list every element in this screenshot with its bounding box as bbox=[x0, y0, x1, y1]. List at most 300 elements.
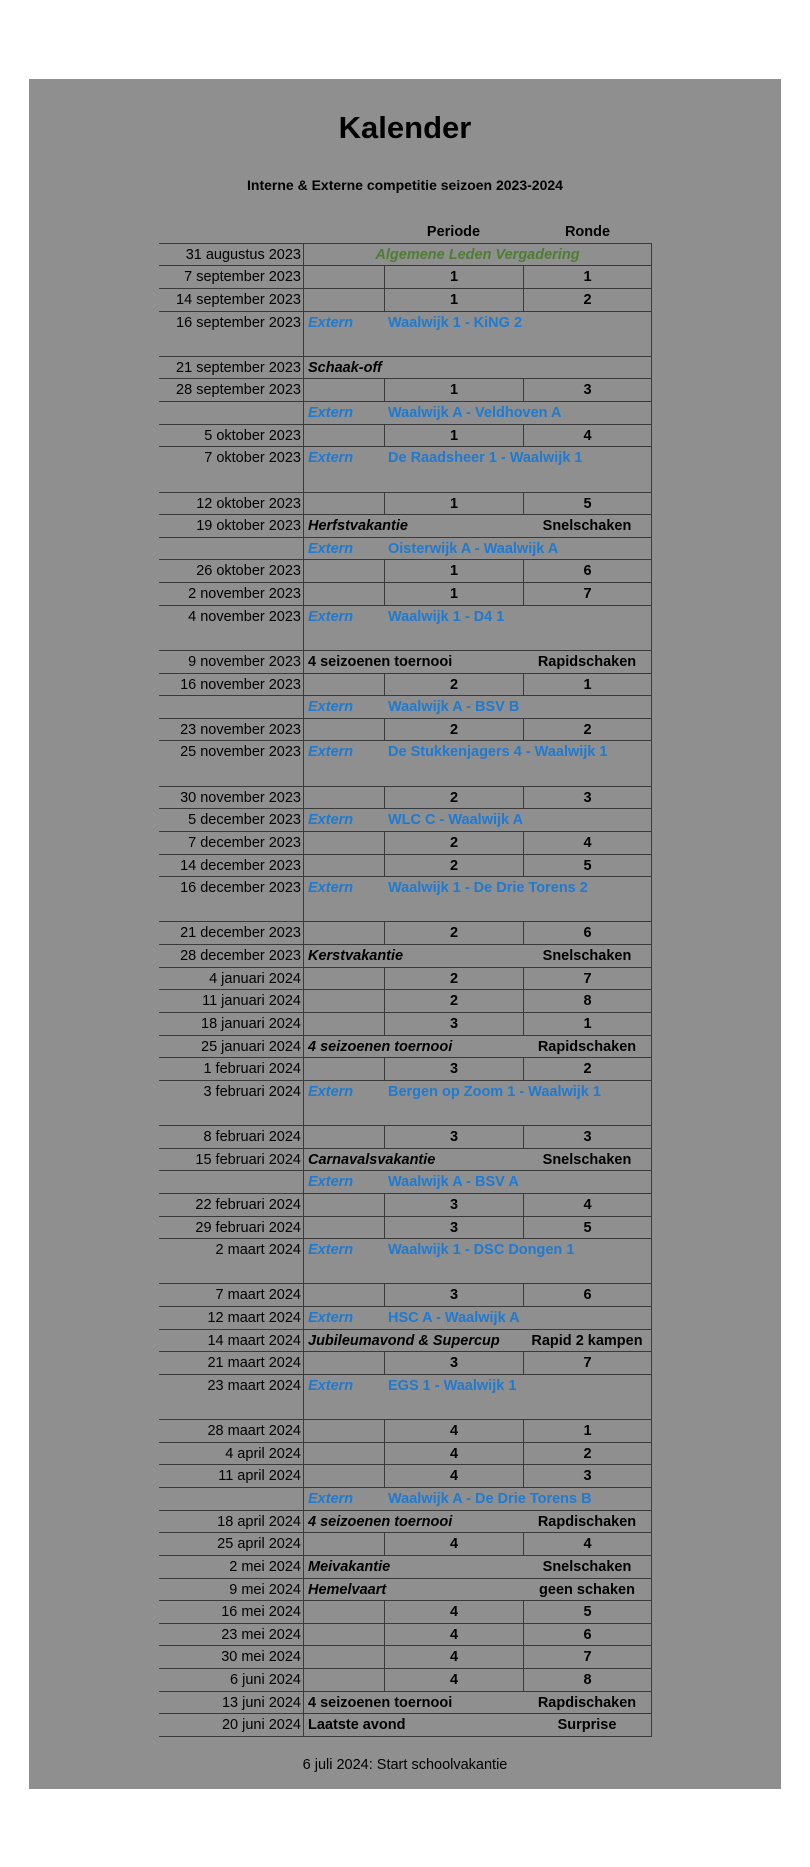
row-ronde: 8 bbox=[523, 1669, 652, 1692]
row-date: 8 februari 2024 bbox=[159, 1126, 304, 1149]
row-date: 25 november 2023 bbox=[159, 741, 304, 786]
row-event-extra: Surprise bbox=[523, 1714, 652, 1737]
row-periode: 3 bbox=[384, 1013, 523, 1036]
row-ronde: 6 bbox=[523, 560, 652, 583]
row-periode-empty bbox=[384, 809, 523, 832]
row-desc bbox=[304, 583, 384, 606]
table-row bbox=[159, 832, 652, 855]
row-event: Hemelvaart bbox=[304, 1579, 523, 1602]
row-periode-empty bbox=[384, 402, 523, 425]
row-date: 23 mei 2024 bbox=[159, 1624, 304, 1647]
row-desc bbox=[304, 1624, 384, 1647]
row-ronde-empty bbox=[523, 1239, 652, 1284]
table-row bbox=[159, 1533, 652, 1556]
row-desc bbox=[304, 1533, 384, 1556]
table-row bbox=[159, 1669, 652, 1692]
row-extern-label: Extern bbox=[304, 402, 384, 425]
table-row bbox=[159, 1375, 652, 1420]
row-periode: 2 bbox=[384, 855, 523, 878]
row-periode: 1 bbox=[384, 583, 523, 606]
row-ronde: 2 bbox=[523, 289, 652, 312]
row-periode: 2 bbox=[384, 719, 523, 742]
row-periode-empty bbox=[384, 312, 523, 357]
row-date: 16 november 2023 bbox=[159, 674, 304, 697]
table-row bbox=[159, 651, 652, 674]
row-ronde-empty bbox=[523, 538, 652, 561]
row-match: Waalwijk A - Veldhoven A bbox=[388, 405, 562, 421]
row-periode: 1 bbox=[384, 289, 523, 312]
row-periode-empty bbox=[384, 696, 523, 719]
row-periode-empty bbox=[384, 741, 523, 786]
table-row bbox=[159, 1624, 652, 1647]
row-periode-empty bbox=[384, 1307, 523, 1330]
row-periode: 3 bbox=[384, 1284, 523, 1307]
row-periode-empty bbox=[384, 538, 523, 561]
row-periode: 2 bbox=[384, 787, 523, 810]
row-date: 7 december 2023 bbox=[159, 832, 304, 855]
table-row bbox=[159, 583, 652, 606]
row-event: Algemene Leden Vergadering bbox=[304, 244, 652, 267]
row-event: 4 seizoenen toernooi bbox=[304, 1692, 523, 1715]
row-date: 31 augustus 2023 bbox=[159, 244, 304, 267]
row-date: 4 januari 2024 bbox=[159, 968, 304, 991]
row-desc bbox=[304, 1646, 384, 1669]
row-periode: 4 bbox=[384, 1420, 523, 1443]
row-date: 7 maart 2024 bbox=[159, 1284, 304, 1307]
row-event: Laatste avond bbox=[304, 1714, 523, 1737]
table-row bbox=[159, 945, 652, 968]
row-ronde: 5 bbox=[523, 493, 652, 516]
row-periode-empty bbox=[384, 606, 523, 651]
row-desc bbox=[304, 379, 384, 402]
row-desc bbox=[304, 1217, 384, 1240]
row-periode: 4 bbox=[384, 1443, 523, 1466]
row-ronde: 2 bbox=[523, 1443, 652, 1466]
row-date: 16 september 2023 bbox=[159, 312, 304, 357]
table-row bbox=[159, 1601, 652, 1624]
table-row bbox=[159, 855, 652, 878]
table-header bbox=[159, 221, 652, 244]
row-desc bbox=[304, 560, 384, 583]
row-ronde: 3 bbox=[523, 379, 652, 402]
row-periode: 2 bbox=[384, 990, 523, 1013]
row-periode: 2 bbox=[384, 922, 523, 945]
table-row bbox=[159, 1284, 652, 1307]
table-row bbox=[159, 447, 652, 492]
row-periode: 1 bbox=[384, 560, 523, 583]
row-periode-empty bbox=[384, 357, 523, 380]
table-row bbox=[159, 1239, 652, 1284]
row-periode-empty bbox=[384, 1488, 523, 1511]
row-match: De Raadsheer 1 - Waalwijk 1 bbox=[388, 450, 583, 467]
row-date: 16 december 2023 bbox=[159, 877, 304, 922]
row-date: 1 februari 2024 bbox=[159, 1058, 304, 1081]
table-row bbox=[159, 1126, 652, 1149]
row-desc bbox=[304, 1669, 384, 1692]
row-event: Schaak-off bbox=[304, 357, 523, 380]
row-ronde-empty bbox=[523, 606, 652, 651]
row-desc bbox=[304, 1284, 384, 1307]
row-desc bbox=[304, 855, 384, 878]
row-event: Jubileumavond & Supercup bbox=[304, 1330, 523, 1353]
row-periode-empty bbox=[384, 515, 523, 538]
row-date: 14 december 2023 bbox=[159, 855, 304, 878]
table-row bbox=[159, 922, 652, 945]
row-periode-empty bbox=[384, 1081, 523, 1126]
row-match: WLC C - Waalwijk A bbox=[388, 812, 524, 829]
table-row bbox=[159, 244, 652, 267]
row-ronde-empty bbox=[523, 1171, 652, 1194]
row-date: 23 november 2023 bbox=[159, 719, 304, 742]
row-ronde: 4 bbox=[523, 1533, 652, 1556]
row-periode-empty bbox=[384, 945, 523, 968]
row-ronde: 3 bbox=[523, 1126, 652, 1149]
row-ronde-empty bbox=[523, 447, 652, 492]
row-date: 21 december 2023 bbox=[159, 922, 304, 945]
row-ronde: 4 bbox=[523, 425, 652, 448]
row-periode-empty bbox=[384, 447, 523, 492]
table-row bbox=[159, 1149, 652, 1172]
row-desc bbox=[304, 289, 384, 312]
row-match: HSC A - Waalwijk A bbox=[388, 1310, 520, 1326]
row-event-extra: Snelschaken bbox=[523, 1556, 652, 1579]
table-row bbox=[159, 1714, 652, 1737]
row-date: 5 december 2023 bbox=[159, 809, 304, 832]
row-date: 11 april 2024 bbox=[159, 1465, 304, 1488]
row-date: 7 september 2023 bbox=[159, 266, 304, 289]
row-ronde-empty bbox=[523, 1488, 652, 1511]
row-date: 9 november 2023 bbox=[159, 651, 304, 674]
table-row bbox=[159, 357, 652, 380]
row-desc bbox=[304, 968, 384, 991]
row-desc bbox=[304, 1013, 384, 1036]
row-date: 9 mei 2024 bbox=[159, 1579, 304, 1602]
table-row bbox=[159, 1465, 652, 1488]
row-ronde: 5 bbox=[523, 1217, 652, 1240]
calendar-table bbox=[159, 221, 652, 1737]
row-ronde: 5 bbox=[523, 855, 652, 878]
row-periode: 1 bbox=[384, 493, 523, 516]
row-extern-label: Extern bbox=[304, 809, 384, 832]
table-row bbox=[159, 1081, 652, 1126]
row-event: 4 seizoenen toernooi bbox=[304, 651, 523, 674]
row-event-extra bbox=[523, 357, 652, 380]
row-match: Waalwijk 1 - DSC Dongen 1 bbox=[388, 1242, 575, 1259]
row-extern-label: Extern bbox=[304, 312, 384, 357]
table-row bbox=[159, 1330, 652, 1353]
row-ronde: 6 bbox=[523, 1624, 652, 1647]
row-date: 21 september 2023 bbox=[159, 357, 304, 380]
row-date: 28 december 2023 bbox=[159, 945, 304, 968]
table-row bbox=[159, 1646, 652, 1669]
row-ronde-empty bbox=[523, 1307, 652, 1330]
row-date: 12 maart 2024 bbox=[159, 1307, 304, 1330]
table-row bbox=[159, 1511, 652, 1534]
table-row bbox=[159, 1692, 652, 1715]
row-periode-empty bbox=[384, 1239, 523, 1284]
row-date bbox=[159, 402, 304, 425]
table-row bbox=[159, 289, 652, 312]
row-event: Meivakantie bbox=[304, 1556, 523, 1579]
row-periode-empty bbox=[384, 1036, 523, 1059]
row-ronde: 1 bbox=[523, 266, 652, 289]
row-date: 2 mei 2024 bbox=[159, 1556, 304, 1579]
table-row bbox=[159, 1307, 652, 1330]
row-desc bbox=[304, 832, 384, 855]
row-date: 30 mei 2024 bbox=[159, 1646, 304, 1669]
row-periode-empty bbox=[384, 1375, 523, 1420]
row-periode: 4 bbox=[384, 1646, 523, 1669]
row-ronde-empty bbox=[523, 809, 652, 832]
row-ronde: 3 bbox=[523, 787, 652, 810]
row-ronde: 1 bbox=[523, 1420, 652, 1443]
row-event-extra: geen schaken bbox=[523, 1579, 652, 1602]
table-row bbox=[159, 1036, 652, 1059]
table-row bbox=[159, 1420, 652, 1443]
table-row bbox=[159, 1217, 652, 1240]
table-row bbox=[159, 560, 652, 583]
row-date: 29 februari 2024 bbox=[159, 1217, 304, 1240]
row-extern-label: Extern bbox=[304, 1375, 384, 1420]
row-date: 13 juni 2024 bbox=[159, 1692, 304, 1715]
row-match: Waalwijk 1 - De Drie Torens 2 bbox=[388, 880, 588, 897]
row-date: 28 september 2023 bbox=[159, 379, 304, 402]
table-body bbox=[159, 244, 652, 1737]
table-row bbox=[159, 493, 652, 516]
row-ronde-empty bbox=[523, 1375, 652, 1420]
row-extern-label: Extern bbox=[304, 1081, 384, 1126]
row-ronde-empty bbox=[523, 741, 652, 786]
row-periode-empty bbox=[384, 1511, 523, 1534]
row-periode: 4 bbox=[384, 1624, 523, 1647]
table-row bbox=[159, 968, 652, 991]
table-row bbox=[159, 1579, 652, 1602]
row-date: 16 mei 2024 bbox=[159, 1601, 304, 1624]
row-ronde: 8 bbox=[523, 990, 652, 1013]
row-desc bbox=[304, 493, 384, 516]
table-row bbox=[159, 696, 652, 719]
row-event: Kerstvakantie bbox=[304, 945, 523, 968]
row-ronde: 6 bbox=[523, 1284, 652, 1307]
row-date: 25 januari 2024 bbox=[159, 1036, 304, 1059]
row-periode: 3 bbox=[384, 1194, 523, 1217]
row-desc bbox=[304, 1420, 384, 1443]
row-date: 4 april 2024 bbox=[159, 1443, 304, 1466]
row-date bbox=[159, 1488, 304, 1511]
row-ronde: 7 bbox=[523, 583, 652, 606]
table-row bbox=[159, 402, 652, 425]
row-date: 12 oktober 2023 bbox=[159, 493, 304, 516]
row-extern-label: Extern bbox=[304, 696, 384, 719]
row-desc bbox=[304, 1058, 384, 1081]
row-desc bbox=[304, 1465, 384, 1488]
page-subtitle: Interne & Externe competitie seizoen 2023-2024 bbox=[247, 177, 563, 193]
row-extern-label: Extern bbox=[304, 447, 384, 492]
row-event-extra: Rapdischaken bbox=[523, 1692, 652, 1715]
row-event-extra: Rapidschaken bbox=[523, 1036, 652, 1059]
row-ronde: 7 bbox=[523, 1352, 652, 1375]
row-ronde: 3 bbox=[523, 1465, 652, 1488]
row-date: 3 februari 2024 bbox=[159, 1081, 304, 1126]
row-extern-label: Extern bbox=[304, 1488, 384, 1511]
row-date: 18 januari 2024 bbox=[159, 1013, 304, 1036]
row-ronde: 7 bbox=[523, 968, 652, 991]
row-desc bbox=[304, 1352, 384, 1375]
row-ronde-empty bbox=[523, 877, 652, 922]
row-match: Waalwijk A - BSV B bbox=[388, 699, 520, 716]
row-ronde: 2 bbox=[523, 719, 652, 742]
row-match: Bergen op Zoom 1 - Waalwijk 1 bbox=[388, 1083, 601, 1100]
row-periode: 3 bbox=[384, 1058, 523, 1081]
table-row bbox=[159, 1443, 652, 1466]
row-desc bbox=[304, 990, 384, 1013]
row-ronde: 1 bbox=[523, 674, 652, 697]
page-title: Kalender bbox=[338, 110, 472, 145]
table-row bbox=[159, 606, 652, 651]
row-event: 4 seizoenen toernooi bbox=[304, 1036, 523, 1059]
row-periode-empty bbox=[384, 1714, 523, 1737]
table-row bbox=[159, 1556, 652, 1579]
row-desc bbox=[304, 719, 384, 742]
row-periode: 3 bbox=[384, 1352, 523, 1375]
row-periode-empty bbox=[384, 1579, 523, 1602]
row-ronde-empty bbox=[523, 312, 652, 357]
table-row bbox=[159, 674, 652, 697]
row-periode: 1 bbox=[384, 425, 523, 448]
table-row bbox=[159, 1171, 652, 1194]
row-periode-empty bbox=[384, 1149, 523, 1172]
row-extern-label: Extern bbox=[304, 606, 384, 651]
row-event-extra: Snelschaken bbox=[523, 945, 652, 968]
row-date: 23 maart 2024 bbox=[159, 1375, 304, 1420]
row-desc bbox=[304, 425, 384, 448]
row-desc bbox=[304, 922, 384, 945]
table-row bbox=[159, 538, 652, 561]
table-row bbox=[159, 990, 652, 1013]
row-date: 2 november 2023 bbox=[159, 583, 304, 606]
row-event-extra: Rapid 2 kampen bbox=[523, 1330, 652, 1353]
row-ronde: 4 bbox=[523, 1194, 652, 1217]
row-extern-label: Extern bbox=[304, 741, 384, 786]
row-date: 11 januari 2024 bbox=[159, 990, 304, 1013]
row-date: 28 maart 2024 bbox=[159, 1420, 304, 1443]
row-ronde-empty bbox=[523, 696, 652, 719]
row-periode: 3 bbox=[384, 1126, 523, 1149]
row-ronde: 5 bbox=[523, 1601, 652, 1624]
row-ronde: 7 bbox=[523, 1646, 652, 1669]
row-periode: 4 bbox=[384, 1669, 523, 1692]
footer-note: 6 juli 2024: Start schoolvakantie bbox=[302, 1757, 508, 1773]
table-row bbox=[159, 809, 652, 832]
table-row bbox=[159, 425, 652, 448]
row-periode-empty bbox=[384, 1171, 523, 1194]
calendar-sheet bbox=[29, 79, 781, 1789]
row-ronde: 1 bbox=[523, 1013, 652, 1036]
row-periode: 1 bbox=[384, 266, 523, 289]
table-row bbox=[159, 787, 652, 810]
table-row bbox=[159, 1058, 652, 1081]
row-match: Waalwijk A - De Drie Torens B bbox=[388, 1491, 592, 1507]
row-desc bbox=[304, 1194, 384, 1217]
table-row bbox=[159, 1488, 652, 1511]
row-event: Herfstvakantie bbox=[304, 515, 523, 538]
row-ronde-empty bbox=[523, 1081, 652, 1126]
row-extern-label: Extern bbox=[304, 1239, 384, 1284]
row-periode-empty bbox=[384, 1692, 523, 1715]
row-periode: 1 bbox=[384, 379, 523, 402]
header-ronde: Ronde bbox=[523, 221, 652, 244]
row-periode-empty bbox=[384, 651, 523, 674]
row-match: Waalwijk 1 - KiNG 2 bbox=[388, 314, 523, 331]
row-date: 4 november 2023 bbox=[159, 606, 304, 651]
row-extern-label: Extern bbox=[304, 1171, 384, 1194]
row-date bbox=[159, 1171, 304, 1194]
row-match: De Stukkenjagers 4 - Waalwijk 1 bbox=[388, 744, 608, 761]
row-date: 7 oktober 2023 bbox=[159, 447, 304, 492]
row-event: 4 seizoenen toernooi bbox=[304, 1511, 523, 1534]
table-row bbox=[159, 515, 652, 538]
row-extern-label: Extern bbox=[304, 538, 384, 561]
row-event-extra: Snelschaken bbox=[523, 515, 652, 538]
row-periode: 3 bbox=[384, 1217, 523, 1240]
row-event-extra: Rapdischaken bbox=[523, 1511, 652, 1534]
table-row bbox=[159, 1352, 652, 1375]
row-event: Carnavalsvakantie bbox=[304, 1149, 523, 1172]
row-date: 22 februari 2024 bbox=[159, 1194, 304, 1217]
row-date: 19 oktober 2023 bbox=[159, 515, 304, 538]
row-match: EGS 1 - Waalwijk 1 bbox=[388, 1377, 517, 1394]
row-date: 30 november 2023 bbox=[159, 787, 304, 810]
table-row bbox=[159, 1013, 652, 1036]
table-row bbox=[159, 312, 652, 357]
row-date: 21 maart 2024 bbox=[159, 1352, 304, 1375]
row-date: 6 juni 2024 bbox=[159, 1669, 304, 1692]
row-ronde: 6 bbox=[523, 922, 652, 945]
row-date: 2 maart 2024 bbox=[159, 1239, 304, 1284]
row-desc bbox=[304, 674, 384, 697]
table-row bbox=[159, 877, 652, 922]
row-extern-label: Extern bbox=[304, 877, 384, 922]
header-periode: Periode bbox=[384, 221, 523, 244]
row-date bbox=[159, 696, 304, 719]
row-ronde: 2 bbox=[523, 1058, 652, 1081]
table-row bbox=[159, 741, 652, 786]
row-ronde: 4 bbox=[523, 832, 652, 855]
table-row bbox=[159, 266, 652, 289]
row-date: 5 oktober 2023 bbox=[159, 425, 304, 448]
table-row bbox=[159, 1194, 652, 1217]
row-desc bbox=[304, 787, 384, 810]
row-match: Waalwijk 1 - D4 1 bbox=[388, 608, 505, 625]
row-periode: 4 bbox=[384, 1533, 523, 1556]
row-date: 14 september 2023 bbox=[159, 289, 304, 312]
header-desc bbox=[304, 221, 384, 244]
row-periode: 2 bbox=[384, 674, 523, 697]
row-periode-empty bbox=[384, 877, 523, 922]
table-row bbox=[159, 379, 652, 402]
header-date bbox=[159, 221, 304, 244]
row-periode: 4 bbox=[384, 1601, 523, 1624]
row-date: 25 april 2024 bbox=[159, 1533, 304, 1556]
table-row bbox=[159, 719, 652, 742]
row-date: 20 juni 2024 bbox=[159, 1714, 304, 1737]
row-date: 15 februari 2024 bbox=[159, 1149, 304, 1172]
row-date bbox=[159, 538, 304, 561]
row-event-extra: Rapidschaken bbox=[523, 651, 652, 674]
row-periode: 2 bbox=[384, 968, 523, 991]
row-extern-label: Extern bbox=[304, 1307, 384, 1330]
row-periode-empty bbox=[384, 1556, 523, 1579]
